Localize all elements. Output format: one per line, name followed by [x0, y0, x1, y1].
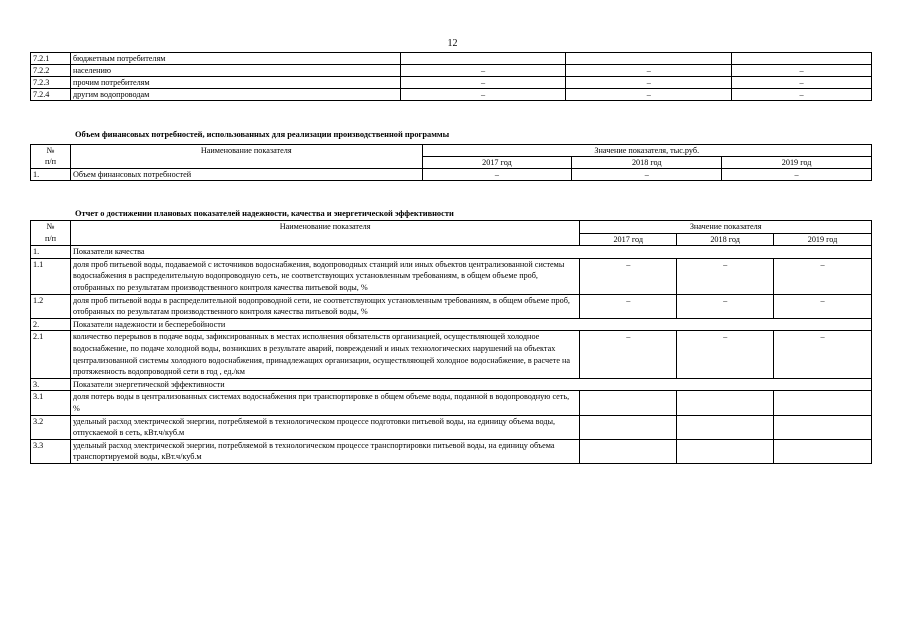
value-2018: – [572, 169, 722, 181]
row-number: 2.1 [31, 331, 71, 378]
table-row [31, 89, 872, 101]
group-name: Показатели качества [70, 246, 871, 259]
row-number: 3.1 [31, 391, 71, 415]
row-number: 1.2 [31, 294, 71, 318]
year-2019-header: 2019 год [774, 233, 872, 246]
financial-needs-table [30, 144, 872, 181]
row-number: 7.2.1 [31, 53, 71, 65]
col-number-header [31, 145, 71, 169]
value-2017 [400, 53, 566, 65]
value-2018: – [566, 77, 732, 89]
row-name: доля проб питьевой воды, подаваемой с источников водоснабжения, водопроводных станций или иных объектов централизованной системы водоснабжения в распределительную водопроводную сеть, не соответствующих установленным требованиям, в общем объеме проб, отобранных по результатам производственного контроля качества питьевой воды, % [70, 258, 579, 294]
value-2017: – [580, 331, 677, 378]
value-2018 [677, 415, 774, 439]
value-2017 [580, 439, 677, 463]
group-row-reliability [31, 318, 872, 331]
row-name: Объем финансовых потребностей [70, 169, 422, 181]
header-row [31, 145, 872, 157]
indicators-table [30, 220, 872, 464]
table-row [31, 391, 872, 415]
supply-table [30, 52, 872, 101]
row-name: доля потерь воды в централизованных системах водоснабжения при транспортировке в общем объеме воды, поданной в водопроводную сеть, % [70, 391, 579, 415]
value-2018: – [566, 65, 732, 77]
value-2018 [677, 439, 774, 463]
row-number: 7.2.2 [31, 65, 71, 77]
col-number-line1: № [46, 146, 55, 155]
table-row [31, 258, 872, 294]
value-2018 [677, 391, 774, 415]
col-number-line2: п/п [44, 157, 56, 166]
value-2017: – [580, 258, 677, 294]
row-name: доля проб питьевой воды в распределительной водопроводной сети, не соответствующих установленным требованиям, в общем объеме проб, отобранных по результатам производственного контроля качества питьевой воды, % [70, 294, 579, 318]
value-2017: – [580, 294, 677, 318]
table-row [31, 169, 872, 181]
year-2017-header: 2017 год [580, 233, 677, 246]
table-row [31, 415, 872, 439]
row-number: 7.2.4 [31, 89, 71, 101]
row-name: бюджетным потребителям [70, 53, 400, 65]
page-number: 12 [447, 38, 458, 49]
row-name: прочим потребителям [70, 77, 400, 89]
group-number: 3. [31, 378, 71, 391]
table-row [31, 65, 872, 77]
value-2019 [732, 53, 872, 65]
group-row-quality [31, 246, 872, 259]
value-2018: – [677, 331, 774, 378]
value-2019 [774, 439, 872, 463]
table-row [31, 439, 872, 463]
row-number: 3.2 [31, 415, 71, 439]
value-2017 [580, 391, 677, 415]
col-value-header: Значение показателя, тыс.руб. [422, 145, 871, 157]
group-number: 2. [31, 318, 71, 331]
col-name-header: Наименование показателя [70, 145, 422, 169]
row-name: другим водопроводам [70, 89, 400, 101]
row-name: населению [70, 65, 400, 77]
group-number: 1. [31, 246, 71, 259]
row-number: 7.2.3 [31, 77, 71, 89]
year-2017-header: 2017 год [422, 157, 572, 169]
table-row [31, 53, 872, 65]
value-2019: – [722, 169, 872, 181]
table-row [31, 294, 872, 318]
value-2019: – [774, 294, 872, 318]
value-2018: – [677, 294, 774, 318]
value-2017: – [400, 65, 566, 77]
value-2019 [774, 391, 872, 415]
row-name: удельный расход электрической энергии, потребляемой в технологическом процессе транспортировки питьевой воды, на единицу объема транспортируемой воды, кВт.ч/куб.м [70, 439, 579, 463]
value-2018: – [566, 89, 732, 101]
table-row [31, 331, 872, 378]
col-name-header: Наименование показателя [70, 221, 579, 246]
col-value-header: Значение показателя [580, 221, 872, 234]
col-number-line1: № [46, 222, 55, 231]
group-row-energy [31, 378, 872, 391]
year-2019-header: 2019 год [722, 157, 872, 169]
value-2017 [580, 415, 677, 439]
col-number-line2: п/п [44, 233, 56, 243]
indicators-report-title: Отчет о достижении плановых показателей надежности, качества и энергетической эффективности [75, 209, 454, 218]
value-2019: – [732, 65, 872, 77]
table-row [31, 77, 872, 89]
value-2019: – [732, 89, 872, 101]
header-row [31, 221, 872, 234]
year-2018-header: 2018 год [677, 233, 774, 246]
value-2017: – [400, 77, 566, 89]
row-number: 1. [31, 169, 71, 181]
row-name: количество перерывов в подаче воды, зафиксированных в местах исполнения обязательств организацией, осуществляющей холодное водоснабжение, по подаче холодной воды, возникших в результате аварий, повреждений и иных технологических нарушений на объектах централизованной системы холодного водоснабжения, принадлежащих организации, осуществляющей холодное водоснабжение, в расчете на протяженность водопроводной сети в год , ед./км [70, 331, 579, 378]
value-2019: – [732, 77, 872, 89]
group-name: Показатели надежности и бесперебойности [70, 318, 871, 331]
year-2018-header: 2018 год [572, 157, 722, 169]
value-2019: – [774, 258, 872, 294]
value-2019: – [774, 331, 872, 378]
value-2018 [566, 53, 732, 65]
financial-needs-title: Объем финансовых потребностей, использованных для реализации производственной программы [75, 130, 450, 139]
row-number: 3.3 [31, 439, 71, 463]
row-name: удельный расход электрической энергии, потребляемой в технологическом процессе подготовки питьевой воды, на единицу объема воды, отпускаемой в сеть, кВт.ч/куб.м [70, 415, 579, 439]
value-2018: – [677, 258, 774, 294]
col-number-header [31, 221, 71, 246]
value-2019 [774, 415, 872, 439]
value-2017: – [400, 89, 566, 101]
value-2017: – [422, 169, 572, 181]
row-number: 1.1 [31, 258, 71, 294]
group-name: Показатели энергетической эффективности [70, 378, 871, 391]
